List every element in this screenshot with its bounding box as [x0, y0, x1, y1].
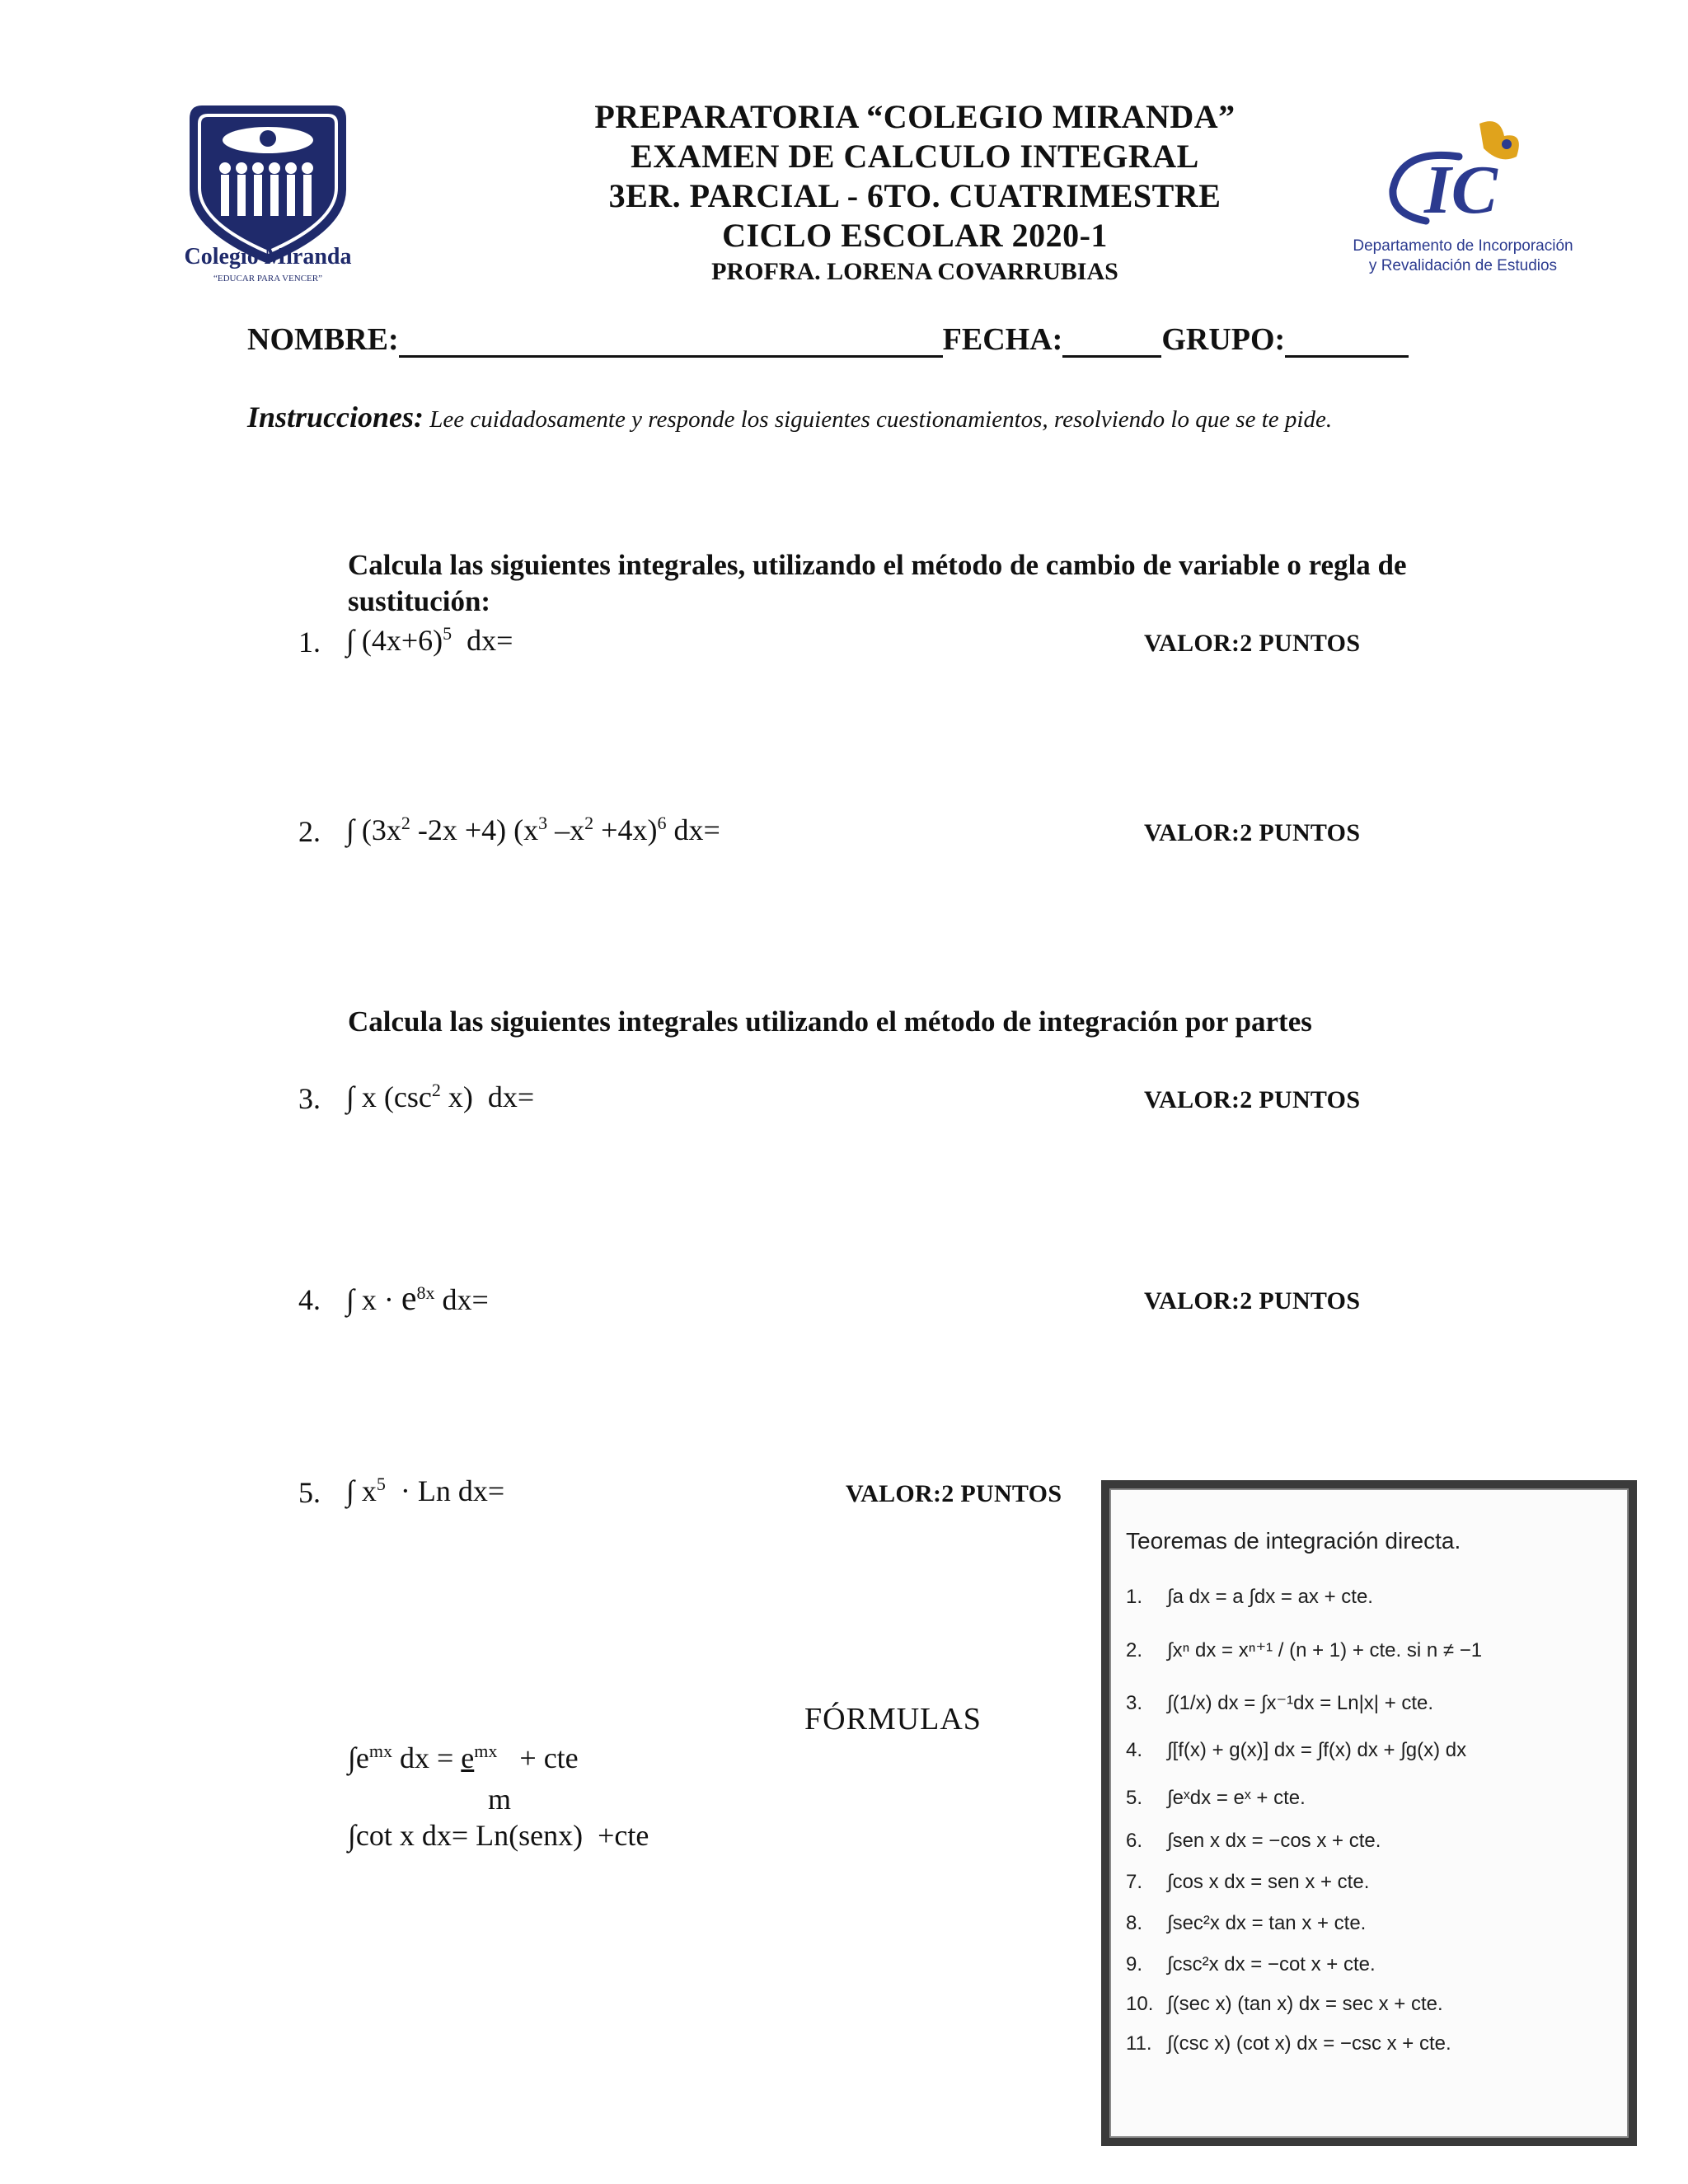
question-number: 4. [298, 1283, 321, 1316]
theorem-row: 2. ∫xⁿ dx = xⁿ⁺¹ / (n + 1) + cte. si n ≠ −1 [1126, 1639, 1483, 1661]
question-3-expression: ∫ x ($\csc^2$ x) dx= [346, 1080, 535, 1113]
theorem-row: 1. ∫a dx = a ∫dx = ax + cte. [1126, 1586, 1373, 1608]
teacher-name: PROFRA. LORENA COVARRUBIAS [711, 258, 1118, 285]
question-4-value: VALOR:2 PUNTOS [1144, 1287, 1361, 1315]
logo-school-name: Colegio Miranda [184, 244, 352, 269]
student-info-line [247, 321, 1409, 358]
theorem-row: 10. ∫(sec x) (tan x) dx = sec x + cte. [1126, 1993, 1443, 2015]
question-3-value: VALOR:2 PUNTOS [1144, 1086, 1361, 1113]
question-5-value: VALOR:2 PUNTOS [846, 1480, 1062, 1507]
question-5-expression: ∫ $x^5 \cdot Ln$ dx= [346, 1474, 505, 1507]
dir-logo-icon [1335, 115, 1591, 231]
section-by-parts-title: Calcula las siguientes integrales utilizando el método de integración por partes [348, 1005, 1312, 1038]
logo-motto: “EDUCAR PARA VENCER” [213, 274, 323, 284]
question-4-expression: ∫ $x \cdot e^{8x}$ dx= [346, 1280, 489, 1318]
formula-cotangent: ∫cot x dx= Ln(senx) +cte [348, 1819, 649, 1852]
nombre-label: NOMBRE: [247, 322, 399, 357]
grupo-field[interactable] [1285, 322, 1409, 358]
question-1-expression: ∫ $(4x+6)^5$ dx= [346, 623, 513, 657]
question-2-value: VALOR:2 PUNTOS [1144, 819, 1361, 846]
instructions-text: Lee cuidadosamente y responde los siguientes cuestionamientos, resolviendo lo que se te pide. [429, 406, 1333, 433]
logo-dept-line1: Departamento de Incorporación [1353, 237, 1573, 255]
nombre-field[interactable] [399, 322, 943, 358]
question-1-value: VALOR:2 PUNTOS [1144, 630, 1361, 657]
section-substitution-title: Calcula las siguientes integrales, utilizando el método de cambio de variable o regla de sustitución: [348, 549, 1407, 617]
exam-title: EXAMEN DE CALCULO INTEGRAL [631, 138, 1199, 175]
instructions [247, 399, 1451, 438]
exam-period: 3ER. PARCIAL - 6TO. CUATRIMESTRE [608, 177, 1221, 214]
integration-theorems-table [1101, 1480, 1637, 2146]
theorem-row: 7. ∫cos x dx = sen x + cte. [1126, 1871, 1370, 1893]
logo-letters: IC [1424, 152, 1498, 228]
exam-header [462, 97, 1368, 288]
formulas-title: FÓRMULAS [804, 1702, 982, 1736]
theorem-row: 6. ∫sen x dx = −cos x + cte. [1126, 1830, 1381, 1852]
question-2-expression: ∫ ($3x^2$ -2x +4) ($x^3$ $-x^2 +4x)^6$ dx= [346, 813, 720, 846]
logo-dept-line2: y Revalidación de Estudios [1368, 257, 1558, 274]
fecha-label: FECHA: [942, 322, 1063, 357]
school-title: PREPARATORIA “COLEGIO MIRANDA” [594, 98, 1236, 135]
theorems-title: Teoremas de integración directa. [1126, 1528, 1461, 1554]
theorem-row: 3. ∫(1/x) dx = ∫x⁻¹dx = Ln|x| + cte. [1126, 1692, 1434, 1714]
theorem-row: 11. ∫(csc x) (cot x) dx = −csc x + cte. [1126, 2032, 1451, 2055]
theorem-row: 4. ∫[f(x) + g(x)] dx = ∫f(x) dx + ∫g(x) dx [1126, 1739, 1467, 1761]
question-number: 1. [298, 626, 321, 658]
theorem-row: 8. ∫sec²x dx = tan x + cte. [1126, 1912, 1367, 1934]
formula-exponential: $\int e^{mx}$ dx = $e^{mx}$ + cte [348, 1741, 579, 1774]
theorem-row: 5. ∫eˣdx = eˣ + cte. [1126, 1787, 1306, 1809]
instructions-lead: Instrucciones: [247, 401, 424, 434]
question-number: 5. [298, 1476, 321, 1509]
formula-exponential-denominator: m [488, 1783, 512, 1816]
theorem-row: 9. ∫csc²x dx = −cot x + cte. [1126, 1953, 1376, 1975]
question-number: 2. [298, 815, 321, 848]
grupo-label: GRUPO: [1161, 322, 1286, 357]
fecha-field[interactable] [1062, 322, 1161, 358]
colegio-miranda-logo [165, 99, 371, 288]
question-number: 3. [298, 1082, 321, 1115]
incorporacion-logo [1335, 115, 1591, 280]
school-cycle: CICLO ESCOLAR 2020-1 [722, 217, 1108, 254]
